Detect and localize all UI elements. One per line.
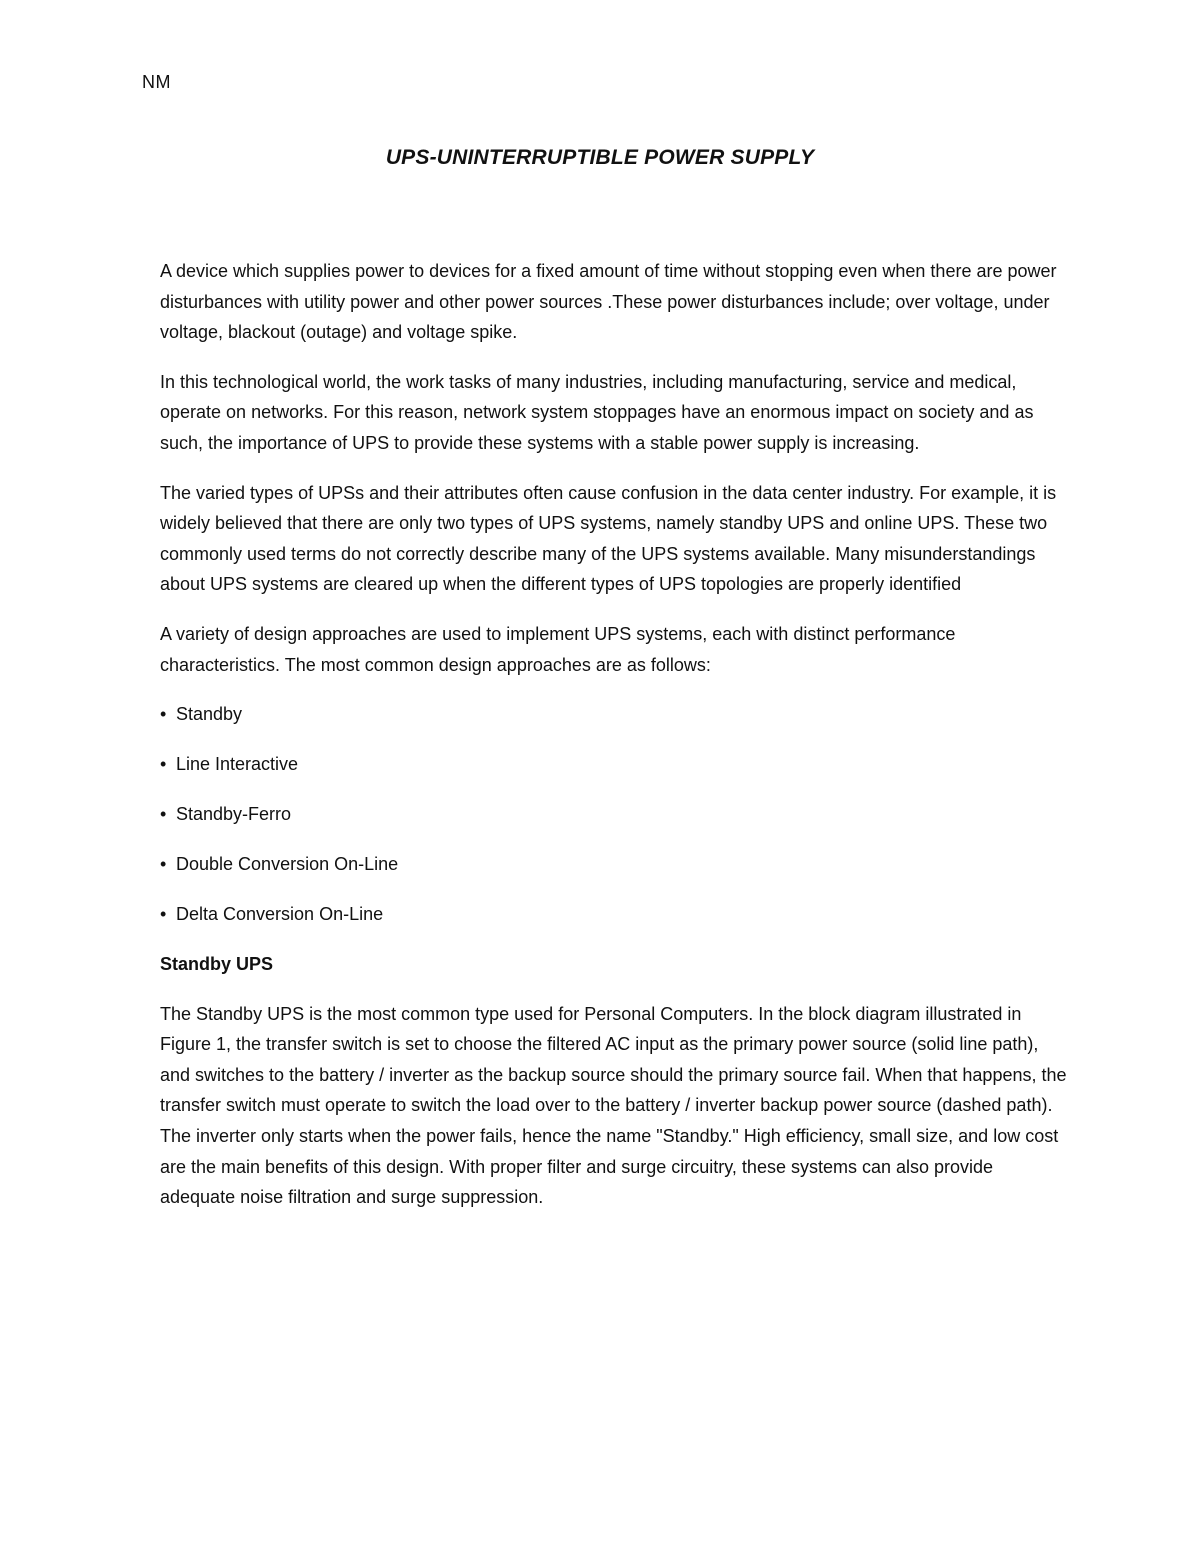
list-item — [160, 749, 1070, 780]
section-heading-standby-ups: Standby UPS — [160, 954, 274, 975]
design-approaches-list — [160, 699, 1070, 930]
bullet-icon: • — [160, 804, 167, 825]
list-item-label: Line Interactive — [176, 754, 299, 775]
paragraph-standby-ups: The Standby UPS is the most common type used for Personal Computers. In the block diagram illustrated in Figure 1, the transfer switch is set to choose the filtered AC input as the primary power source (solid line path), and switches to the battery / inverter as the backup source should the primary source fail. When that happens, the transfer switch must operate to switch the load over to the battery / inverter backup power source (dashed path). The inverter only starts when the power fails, hence the name "Standby." High efficiency, small size, and low cost are the main benefits of this design. With proper filter and surge circuitry, these systems can also provide adequate noise filtration and surge suppression. — [160, 1003, 1067, 1208]
list-item — [160, 699, 1070, 730]
document-body — [160, 256, 1070, 1232]
list-item-label: Double Conversion On-Line — [176, 854, 399, 875]
list-item — [160, 849, 1070, 880]
paragraph-types-confusion: The varied types of UPSs and their attributes often cause confusion in the data center industry. For example, it is widely believed that there are only two types of UPS systems, namely standby UPS and online UPS. These two commonly used terms do not correctly describe many of the UPS systems available. Many misunderstandings about UPS systems are cleared up when the different types of UPS topologies are properly identified — [160, 482, 1057, 595]
bullet-icon: • — [160, 754, 167, 775]
paragraph-importance: In this technological world, the work tasks of many industries, including manufacturing, service and medical, operate on networks. For this reason, network system stoppages have an enormous impact on society and as such, the importance of UPS to provide these systems with a stable power supply is increasing. — [160, 371, 1034, 453]
list-item-label: Standby — [176, 704, 243, 725]
list-item-label: Delta Conversion On-Line — [176, 904, 384, 925]
list-item — [160, 799, 1070, 830]
paragraph-design-approaches: A variety of design approaches are used to implement UPS systems, each with distinct performance characteristics. The most common design approaches are as follows: — [160, 623, 956, 675]
list-item-label: Standby-Ferro — [176, 804, 292, 825]
bullet-icon: • — [160, 704, 167, 725]
document-title: UPS-UNINTERRUPTIBLE POWER SUPPLY — [385, 146, 815, 169]
list-item — [160, 899, 1070, 930]
paragraph-definition: A device which supplies power to devices for a fixed amount of time without stopping even when there are power disturbances with utility power and other power sources .These power disturbances include; over voltage, under voltage, blackout (outage) and voltage spike. — [160, 261, 1057, 343]
bullet-icon: • — [160, 854, 167, 875]
header-initials: NM — [142, 72, 171, 92]
bullet-icon: • — [160, 904, 167, 925]
